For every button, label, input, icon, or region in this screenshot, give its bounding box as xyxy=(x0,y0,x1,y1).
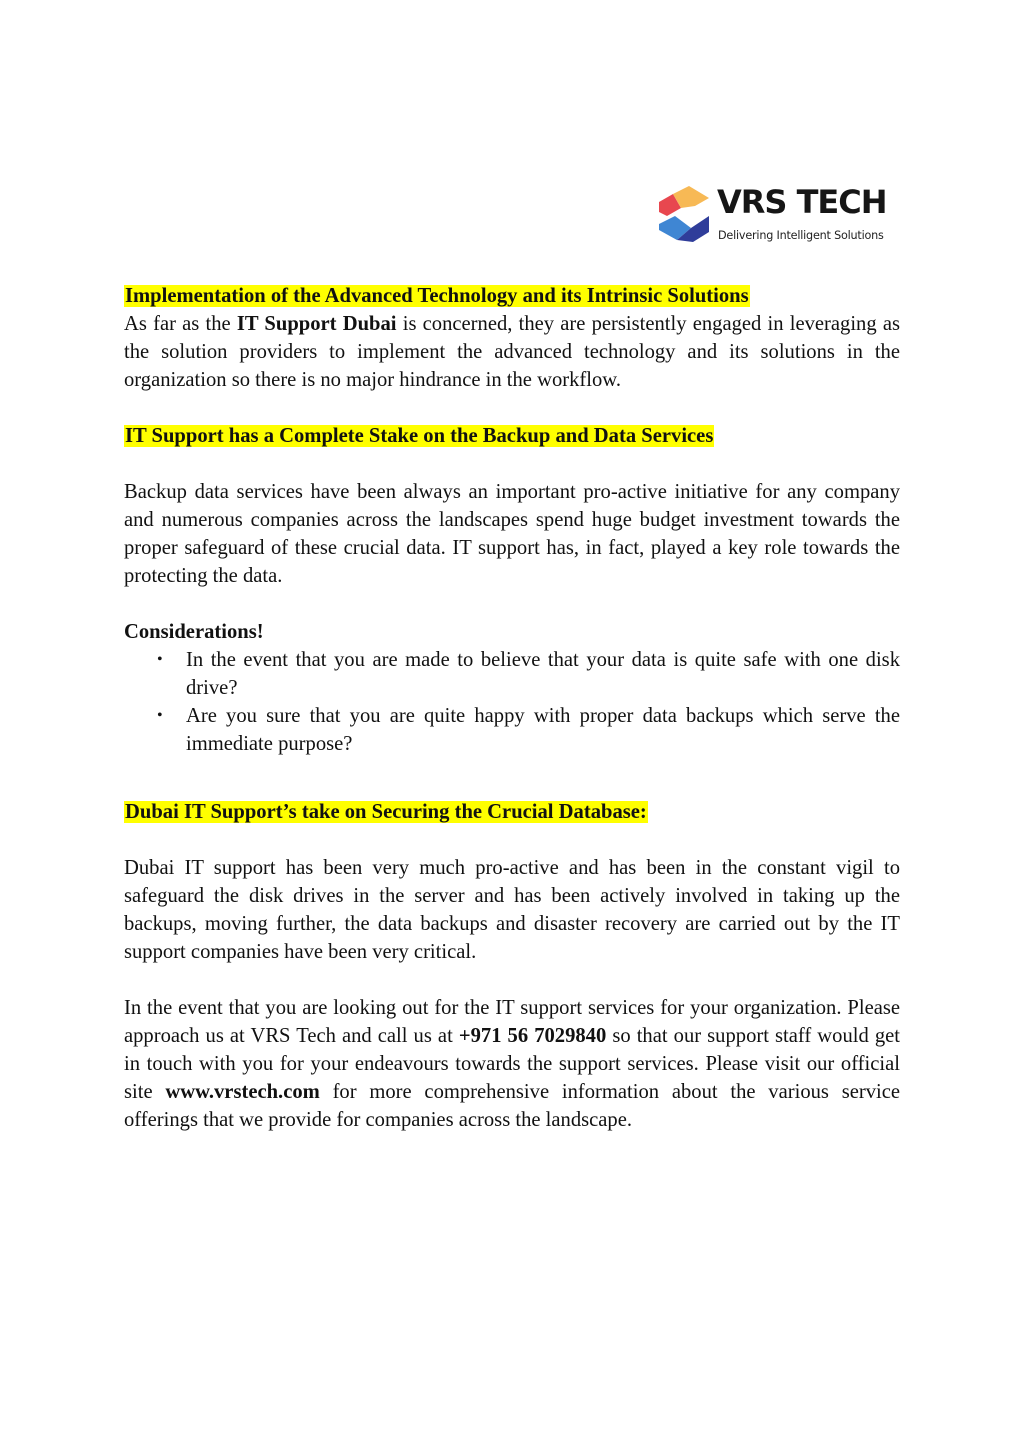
logo-brand-name: VRS TECH xyxy=(717,183,887,221)
paragraph-contact: In the event that you are looking out for the IT support services for your organization. Please approach us at VRS Tech and call us at +971 56 7029840 so that our support staff would get in touch with you for your endeavours towards the support services. Please visit our official site www.vrstech.com for more comprehensive information about the various service offerings that we provide for companies across the landscape. xyxy=(124,997,901,1131)
logo-tagline: Delivering Intelligent Solutions xyxy=(718,229,884,242)
document-body xyxy=(124,282,900,1134)
paragraph-it-support-dubai: As far as the IT Support Dubai is concerned, they are persistently engaged in leveraging as the solution providers to implement the advanced technology and its solutions in the organization so there is no major hindrance in the workflow. xyxy=(124,313,901,391)
phone-number: +971 56 7029840 xyxy=(458,1025,607,1047)
bullet-icon: • xyxy=(157,707,163,724)
section-heading-implementation: Implementation of the Advanced Technology and its Intrinsic Solutions xyxy=(125,285,749,307)
paragraph-dubai-it-support: Dubai IT support has been very much pro-active and has been in the constant vigil to safeguard the disk drives in the server and has been actively involved in taking up the backups, moving further, the data backups and disaster recovery are carried out by the IT support companies have been very critical. xyxy=(124,857,900,963)
considerations-list xyxy=(124,646,900,758)
list-item: • In the event that you are made to believe that your data is quite safe with one disk drive? xyxy=(124,646,900,702)
section-heading-backup: IT Support has a Complete Stake on the Backup and Data Services xyxy=(125,425,714,447)
vrs-hexagon-logo-icon xyxy=(655,184,713,246)
list-item: • Are you sure that you are quite happy with proper data backups which serve the immediate purpose? xyxy=(124,702,900,758)
bold-it-support-dubai: IT Support Dubai xyxy=(236,313,397,335)
considerations-title: Considerations! xyxy=(124,621,264,643)
vrs-tech-logo xyxy=(655,182,905,248)
website-link[interactable]: www.vrstech.com xyxy=(165,1081,320,1103)
paragraph-backup-services: Backup data services have been always an important pro-active initiative for any company and numerous companies across the landscapes spend huge budget investment towards the proper safeguard of these crucial data. IT support has, in fact, played a key role towards the protecting the data. xyxy=(124,481,900,587)
bullet-icon: • xyxy=(157,651,163,668)
section-heading-securing-database: Dubai IT Support’s take on Securing the Crucial Database: xyxy=(125,801,647,823)
